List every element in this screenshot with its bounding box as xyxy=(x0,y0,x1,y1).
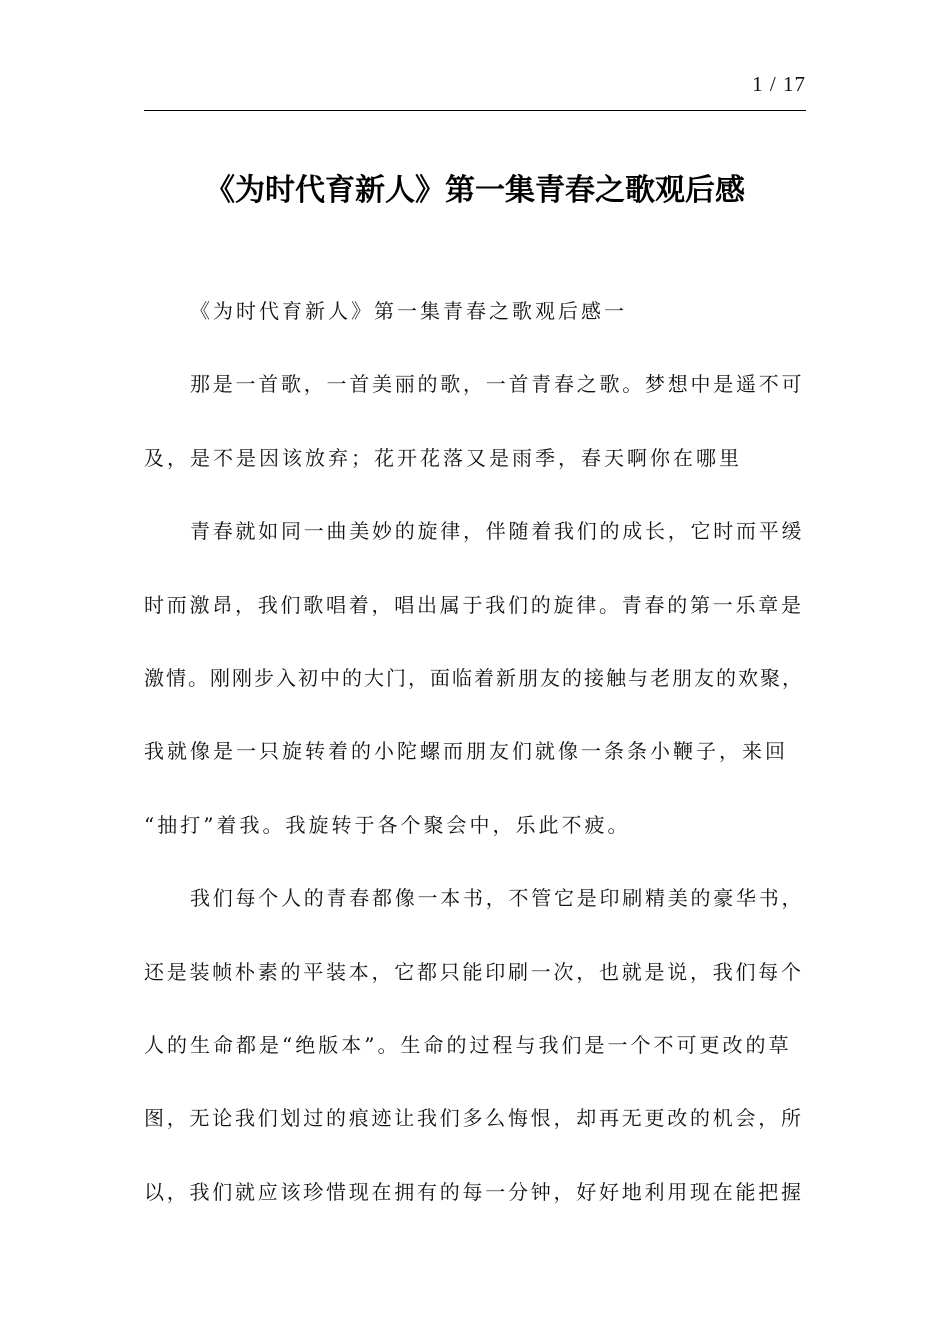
text-line: 人的生命都是“绝版本”。生命的过程与我们是一个不可更改的草 xyxy=(144,1032,792,1057)
header-divider xyxy=(144,110,806,111)
text-line: 激情。刚刚步入初中的大门，面临着新朋友的接触与老朋友的欢聚， xyxy=(144,665,804,690)
text-line: 还是装帧朴素的平装本，它都只能印刷一次，也就是说，我们每个 xyxy=(144,959,804,984)
document-body xyxy=(144,291,806,1245)
text-line: “抽打”着我。我旋转于各个聚会中，乐此不疲。 xyxy=(144,812,631,837)
text-line: 那是一首歌，一首美丽的歌，一首青春之歌。梦想中是遥不可 xyxy=(190,372,805,397)
document-title: 《为时代育新人》第一集青春之歌观后感 xyxy=(205,173,745,208)
text-line: 我就像是一只旋转着的小陀螺而朋友们就像一条条小鞭子，来回 xyxy=(144,739,788,764)
page-number: 1 / 17 xyxy=(752,72,806,96)
text-line: 图，无论我们划过的痕迹让我们多么悔恨，却再无更改的机会，所 xyxy=(144,1106,804,1131)
text-line: 及，是不是因该放弃；花开花落又是雨季，春天啊你在哪里 xyxy=(144,445,742,470)
text-line: 《为时代育新人》第一集青春之歌观后感一 xyxy=(190,299,627,323)
text-line: 我们每个人的青春都像一本书，不管它是印刷精美的豪华书， xyxy=(190,886,805,911)
text-line: 时而激昂，我们歌唱着，唱出属于我们的旋律。青春的第一乐章是 xyxy=(144,592,804,617)
text-line: 青春就如同一曲美妙的旋律，伴随着我们的成长，它时而平缓 xyxy=(190,519,805,544)
text-line: 以，我们就应该珍惜现在拥有的每一分钟，好好地利用现在能把握 xyxy=(144,1179,804,1204)
